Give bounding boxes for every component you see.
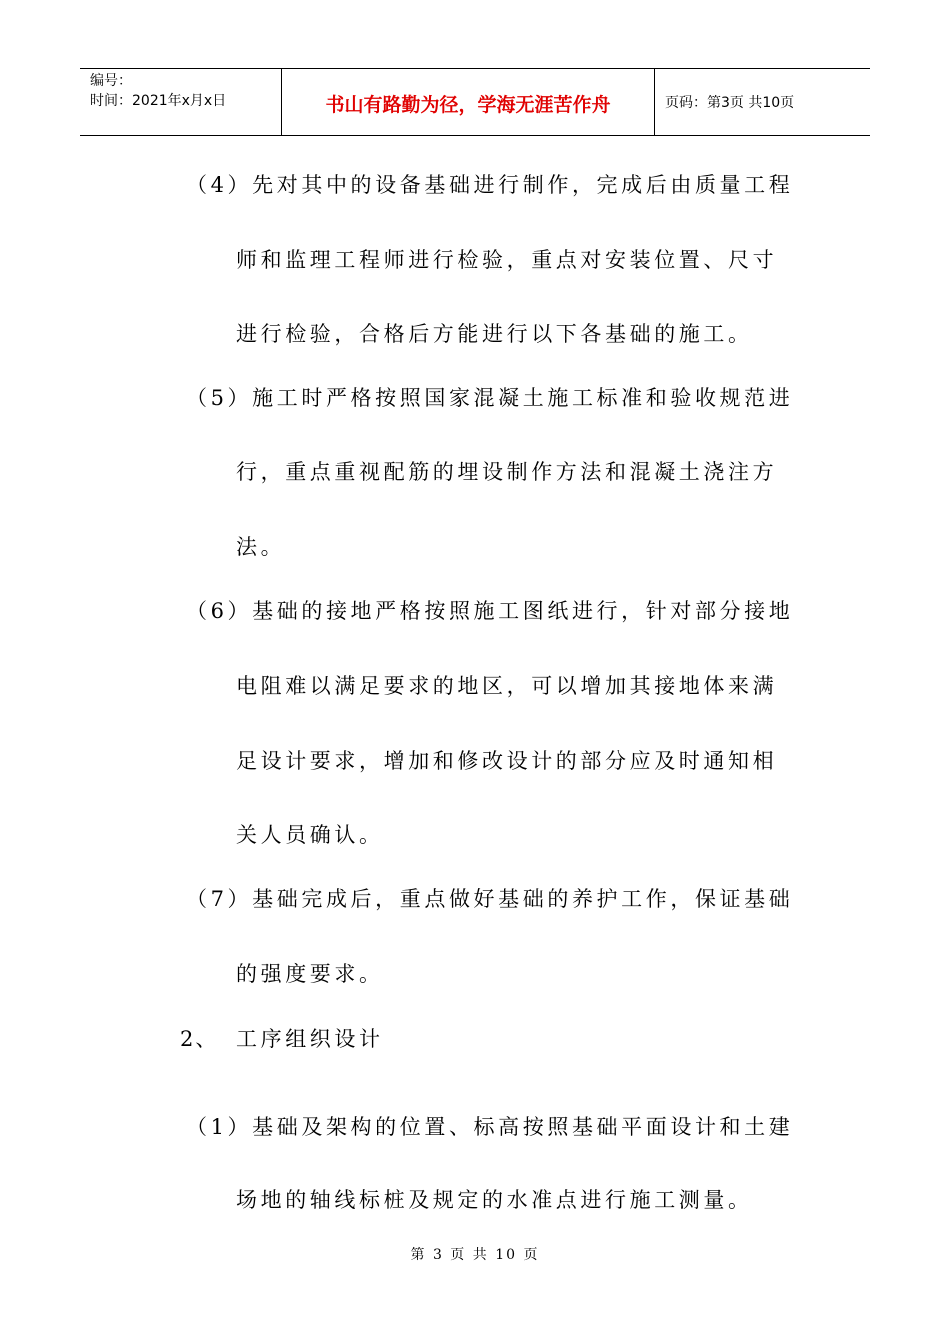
document-number-label: 编号：	[90, 73, 132, 89]
paragraph-line: 师和监理工程师进行检验，重点对安装位置、尺寸	[236, 248, 778, 272]
header-meta-cell	[80, 69, 281, 135]
paragraph-line: 关人员确认。	[236, 823, 384, 847]
paragraph-line: （4）先对其中的设备基础进行制作，完成后由质量工程	[186, 173, 794, 197]
paragraph-line: （6）基础的接地严格按照施工图纸进行，针对部分接地	[186, 599, 794, 623]
paragraph-line: 场地的轴线标桩及规定的水准点进行施工测量。	[236, 1188, 753, 1212]
paragraph-line: 行，重点重视配筋的埋设制作方法和混凝土浇注方	[236, 460, 778, 484]
header-motto: 书山有路勤为径，学海无涯苦作舟	[325, 94, 611, 116]
paragraph-line: 的强度要求。	[236, 962, 384, 986]
paragraph-line: 法。	[236, 535, 286, 559]
header-page-info: 页码：第3页 共10页	[665, 95, 795, 111]
header-motto-cell	[281, 69, 655, 135]
document-date-label: 时间：2021年x月x日	[90, 93, 227, 109]
section-title: 工序组织设计	[236, 1027, 384, 1051]
header-page-cell	[655, 69, 870, 135]
paragraph-line: （7）基础完成后，重点做好基础的养护工作，保证基础	[186, 887, 794, 911]
paragraph-line: 电阻难以满足要求的地区，可以增加其接地体来满	[236, 674, 778, 698]
page-header	[80, 68, 870, 136]
paragraph-line: （5）施工时严格按照国家混凝土施工标准和验收规范进	[186, 386, 794, 410]
paragraph-line: 足设计要求，增加和修改设计的部分应及时通知相	[236, 749, 778, 773]
paragraph-line: 进行检验，合格后方能进行以下各基础的施工。	[236, 322, 753, 346]
page-footer: 第 3 页 共 10 页	[410, 1247, 540, 1263]
paragraph-line: （1）基础及架构的位置、标高按照基础平面设计和土建	[186, 1115, 794, 1139]
section-number: 2、	[180, 1027, 219, 1051]
